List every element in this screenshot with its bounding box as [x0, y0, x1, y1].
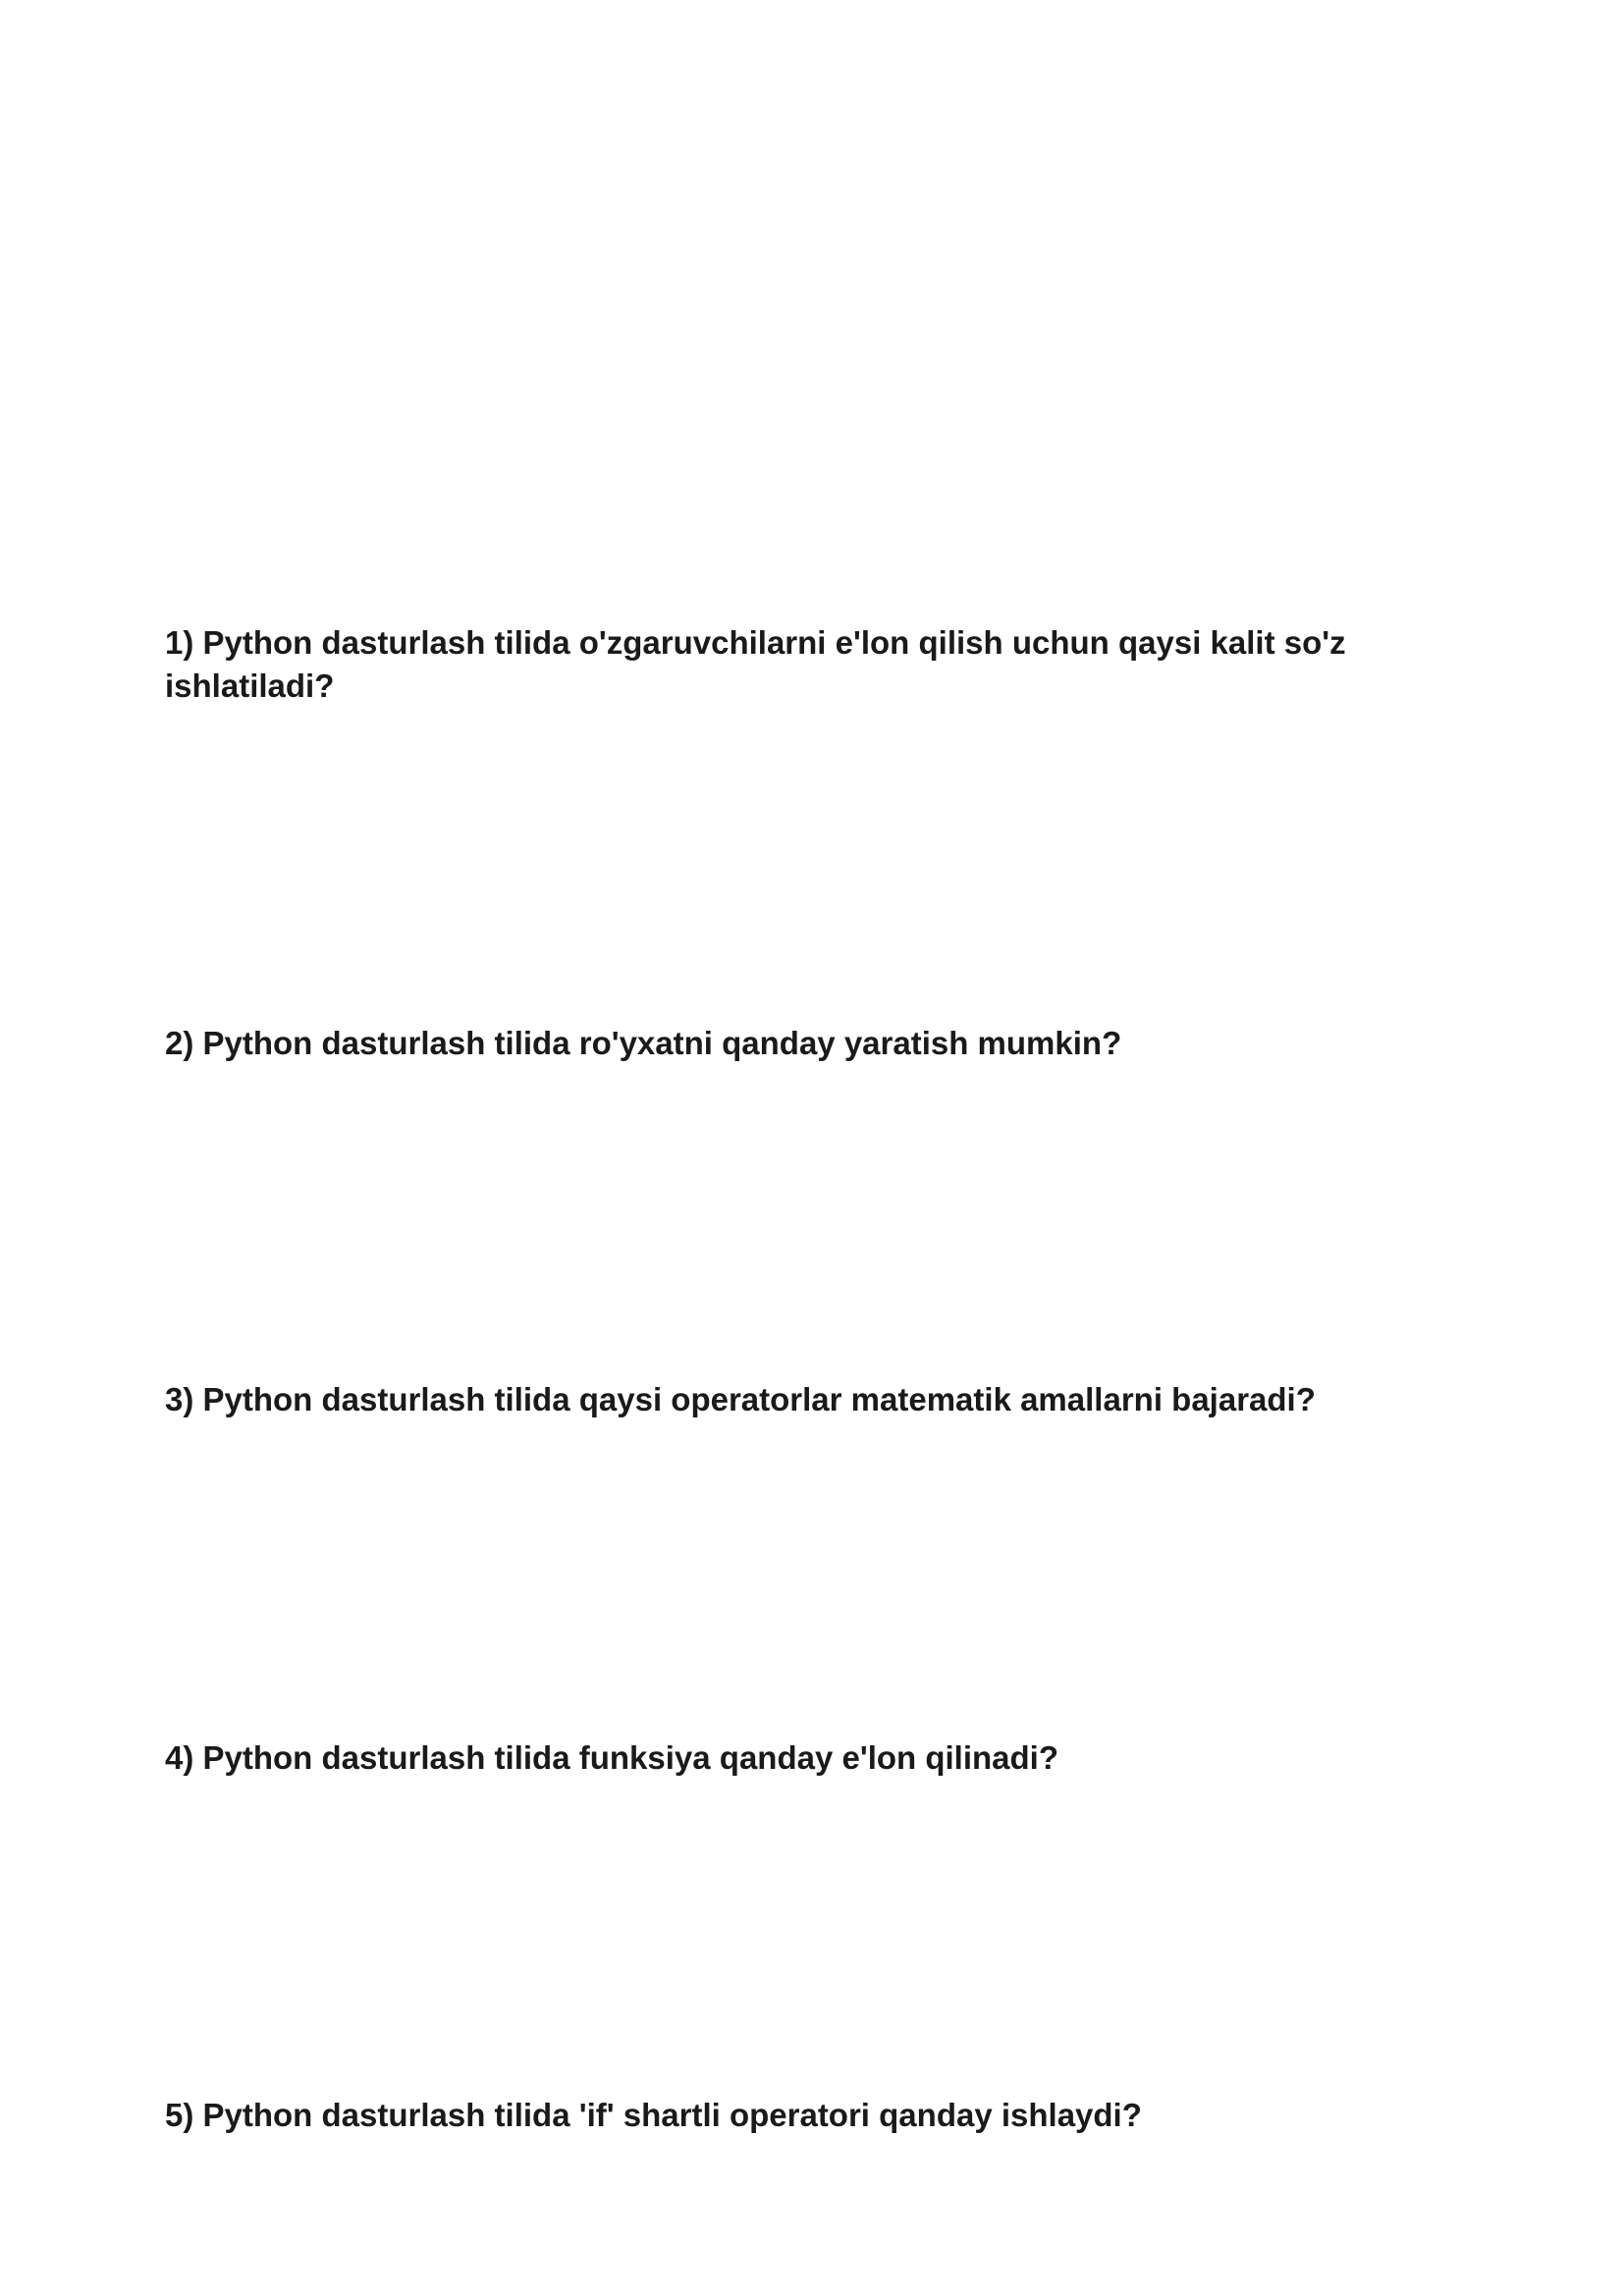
question-2: 2) Python dasturlash tilida ro'yxatni qanday yaratish mumkin?: [165, 1025, 1122, 1061]
question-1: 1) Python dasturlash tilida o'zgaruvchilarni e'lon qilish uchun qaysi kalit so'z ishlatiladi?: [165, 624, 1346, 704]
question-3: 3) Python dasturlash tilida qaysi operatorlar matematik amallarni bajaradi?: [165, 1381, 1316, 1417]
question-4: 4) Python dasturlash tilida funksiya qanday e'lon qilinadi?: [165, 1739, 1058, 1776]
question-5: 5) Python dasturlash tilida 'if' shartli operatori qanday ishlaydi?: [165, 2097, 1142, 2133]
